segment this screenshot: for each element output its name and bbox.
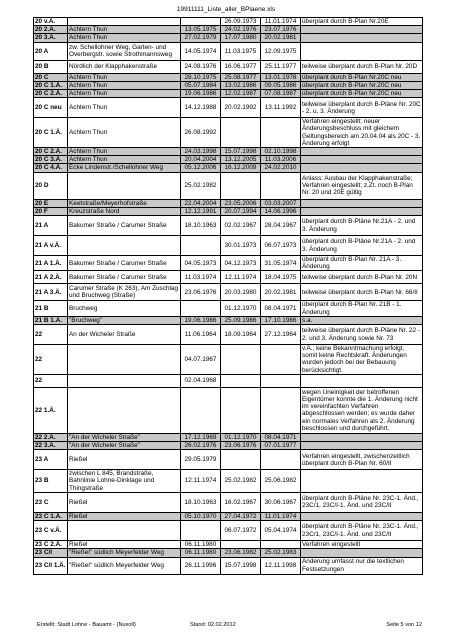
- date-satzung: [221, 345, 261, 375]
- date-rechtskraft: [261, 118, 301, 148]
- date-rechtskraft: [261, 172, 301, 199]
- remark: [301, 34, 423, 42]
- date-satzung: 01.12.1970: [221, 301, 261, 316]
- remark: überplant durch B-Plan Nr. 21A - 3. Änderung: [301, 256, 423, 271]
- plan-number: 20 C 2.Ä.: [34, 148, 68, 156]
- date-satzung: 25.08.1977: [221, 73, 261, 81]
- date-beschluss: 29.05.1979: [181, 450, 221, 470]
- plan-number: 21 A v.Ä.: [34, 236, 68, 256]
- date-rechtskraft: 27.12.1964: [261, 325, 301, 345]
- table-row: [34, 301, 423, 316]
- plan-number: 20 C: [34, 73, 68, 81]
- plan-name: Bakumer Straße / Carumer Straße: [68, 271, 181, 284]
- date-rechtskraft: [261, 541, 301, 549]
- date-rechtskraft: 11.01.1974: [261, 512, 301, 520]
- plan-name: "Bruchweg": [68, 316, 181, 324]
- plan-name: [68, 345, 181, 375]
- table-row: [34, 470, 423, 493]
- table-row: [34, 199, 423, 207]
- plan-name: Ecke Lindenstr./Schellohner Weg: [68, 164, 181, 172]
- plan-number: 23 B: [34, 470, 68, 493]
- date-rechtskraft: 12.11.1998: [261, 557, 301, 574]
- date-rechtskraft: [261, 345, 301, 375]
- table-row: [34, 442, 423, 450]
- table-row: [34, 521, 423, 541]
- table-row: [34, 541, 423, 549]
- table-row: [34, 492, 423, 512]
- date-beschluss: 18.10.1963: [181, 216, 221, 236]
- plan-number: 20 C 4.Ä.: [34, 164, 68, 172]
- date-beschluss: 14.12.1988: [181, 98, 221, 118]
- plan-name: Achtern Thun: [68, 156, 181, 164]
- plan-name: Achtern Thun: [68, 90, 181, 98]
- remark: teilweise überplant durch B-Pläne Nr. 20C - 2. u. 3. Änderung: [301, 98, 423, 118]
- plan-number: 23 C/I: [34, 549, 68, 557]
- remark: teilweise überplant durch B-Pläne Nr. 22 - 2. und 3. Änderung sowie Nr. 73: [301, 325, 423, 345]
- table-row: [34, 42, 423, 60]
- date-satzung: 25.09.1986: [221, 316, 261, 324]
- table-row: [34, 73, 423, 81]
- date-beschluss: 06.11.1980: [181, 549, 221, 557]
- date-satzung: 26.09.1973: [221, 18, 261, 26]
- date-beschluss: [181, 301, 221, 316]
- plan-number: 20 C neu: [34, 98, 68, 118]
- date-beschluss: 04.07.1967: [181, 345, 221, 375]
- table-row: [34, 316, 423, 324]
- date-rechtskraft: 03.03.2007: [261, 199, 301, 207]
- date-satzung: [221, 374, 261, 387]
- date-beschluss: 05.10.1970: [181, 512, 221, 520]
- remark: [301, 374, 423, 387]
- remark: überplant durch B-Pläne Nr.21A - 2. und 3. Änderung: [301, 236, 423, 256]
- plan-number: 20 E: [34, 199, 68, 207]
- date-beschluss: 06.11.1980: [181, 541, 221, 549]
- plan-name: Achtern Thun: [68, 148, 181, 156]
- date-beschluss: 22.04.2004: [181, 199, 221, 207]
- date-beschluss: 17.12.1969: [181, 433, 221, 441]
- date-satzung: 30.01.1973: [221, 236, 261, 256]
- remark: [301, 442, 423, 450]
- date-rechtskraft: 20.02.1981: [261, 284, 301, 301]
- plan-number: 23 A: [34, 450, 68, 470]
- plan-name: [68, 18, 181, 26]
- plan-name: [68, 236, 181, 256]
- plan-number: 23 C 2.Ä.: [34, 541, 68, 549]
- plan-name: Keetstraße/Meyerhofstraße: [68, 199, 181, 207]
- date-rechtskraft: 08.04.1971: [261, 301, 301, 316]
- date-satzung: 12.02.1987: [221, 90, 261, 98]
- date-rechtskraft: 14.06.1996: [261, 207, 301, 215]
- date-beschluss: 23.06.1976: [181, 284, 221, 301]
- plan-number: 21 B: [34, 301, 68, 316]
- remark: Änderung umfasst nur die textlichen Festsetzungen: [301, 557, 423, 574]
- table-row: [34, 284, 423, 301]
- date-beschluss: 24.03.1998: [181, 148, 221, 156]
- plan-number: 23 C v.Ä.: [34, 521, 68, 541]
- remark: überplant durch B-Plan Nr. 21B - 1. Änderung: [301, 301, 423, 316]
- date-beschluss: 27.02.1979: [181, 34, 221, 42]
- remark: teilweise überplant durch B-Plan Nr. 20D: [301, 60, 423, 73]
- remark: überplant durch B-Pläne Nr. 23C-1. Änd., 23C/1, 23C/I-1. Änd. und 23C/II: [301, 521, 423, 541]
- plan-name: [68, 172, 181, 199]
- date-rechtskraft: 11.01.1974: [261, 18, 301, 26]
- table-row: [34, 450, 423, 470]
- plan-number: 22 1.Ä.: [34, 387, 68, 433]
- table-row: [34, 148, 423, 156]
- plan-number: 22 2.Ä.: [34, 433, 68, 441]
- table-row: [34, 90, 423, 98]
- plan-name: "An der Wicheler Straße": [68, 433, 181, 441]
- plan-number: 23 C/I 1.Ä.: [34, 557, 68, 574]
- plan-name: Rießel: [68, 450, 181, 470]
- plan-name: Bruchweg: [68, 301, 181, 316]
- remark: überplant durch B-Plan Nr.20C neu: [301, 73, 423, 81]
- remark: überplant durch B-Pläne Nr. 23C-1. Änd., 23C/1, 23C/I-1. Änd. und 23C/II: [301, 492, 423, 512]
- date-satzung: 24.02.1976: [221, 26, 261, 34]
- date-satzung: 20.07.1994: [221, 207, 261, 215]
- date-satzung: 20.03.1980: [221, 284, 261, 301]
- remark: [301, 26, 423, 34]
- date-satzung: [221, 450, 261, 470]
- remark: überplant durch B-Plan Nr.20E: [301, 18, 423, 26]
- date-beschluss: [181, 521, 221, 541]
- date-rechtskraft: 25.02.1983: [261, 549, 301, 557]
- plan-name: zw. Schellohner Weg, Garten- und Overbergstr. sowie Strothmannsweg: [68, 42, 181, 60]
- date-satzung: 01.12.1970: [221, 433, 261, 441]
- plan-number: 22: [34, 345, 68, 375]
- date-beschluss: 19.06.1986: [181, 90, 221, 98]
- plan-number: 21 A 3.Ä.: [34, 284, 68, 301]
- date-satzung: 04.12.1973: [221, 256, 261, 271]
- date-satzung: [221, 541, 261, 549]
- remark: überplant durch B-Plan Nr.20C neu: [301, 81, 423, 89]
- date-rechtskraft: 11.03.2006: [261, 156, 301, 164]
- remark: [301, 512, 423, 520]
- date-beschluss: [181, 18, 221, 26]
- plan-number: 20 2.Ä.: [34, 26, 68, 34]
- plan-number: 23 C 1.Ä.: [34, 512, 68, 520]
- date-beschluss: 02.04.1968: [181, 374, 221, 387]
- plan-name: Rießel: [68, 492, 181, 512]
- plan-name: [68, 374, 181, 387]
- plan-name: "Rießel" südlich Meyerfelder Weg: [68, 557, 181, 574]
- date-satzung: 16.02.1967: [221, 492, 261, 512]
- remark: Verfahren eingestellt; neuer Änderungsbeschluss mit gleichem Geltungsbereich am 20.04.04 als 20C - 3. Änderung erfolgt: [301, 118, 423, 148]
- table-row: [34, 26, 423, 34]
- plan-name: "An der Wicheler Straße": [68, 442, 181, 450]
- plan-number: 21 A 1.Ä.: [34, 256, 68, 271]
- plan-number: 20 C 3.Ä.: [34, 156, 68, 164]
- date-satzung: 13.12.2005: [221, 156, 261, 164]
- date-satzung: 02.02.1967: [221, 216, 261, 236]
- date-satzung: [221, 172, 261, 199]
- table-row: [34, 557, 423, 574]
- date-satzung: 23.06.1982: [221, 549, 261, 557]
- date-beschluss: 19.06.1986: [181, 316, 221, 324]
- table-row: [34, 118, 423, 148]
- remark: v.Ä.; keine Bekanntmachung erfolgt, somit keine Rechtskraft. Änderungen wurden jedoch bei der Bebauung berücksichtigt.: [301, 345, 423, 375]
- remark: wegen Uneinigkeit der betroffenen Eigentümer konnte die 1. Änderung nicht im vereinfachten Verfahren abgeschlossen werden; es wurde daher ein normales Verfahren als 2. Änderung beschlossen und durchgeführt.: [301, 387, 423, 433]
- date-rechtskraft: 02.10.1998: [261, 148, 301, 156]
- plan-number: 20 C 1.Ä.: [34, 81, 68, 89]
- date-rechtskraft: 12.09.1975: [261, 42, 301, 60]
- date-rechtskraft: 17.10.1986: [261, 316, 301, 324]
- date-beschluss: 14.05.1974: [181, 42, 221, 60]
- date-rechtskraft: 06.07.1973: [261, 236, 301, 256]
- date-satzung: 17.07.1980: [221, 34, 261, 42]
- table-row: [34, 98, 423, 118]
- date-rechtskraft: 05.04.1974: [261, 521, 301, 541]
- remark: Anlass: Ausbau der Klapphakenstraße; Verfahren eingestellt; z.Zt. noch B-Plan Nr. 20 und 20E gültig: [301, 172, 423, 199]
- plan-name: An der Wicheler Straße: [68, 325, 181, 345]
- date-beschluss: 25.02.1982: [181, 172, 221, 199]
- date-rechtskraft: 23.07.1976: [261, 26, 301, 34]
- plan-number: 23 C: [34, 492, 68, 512]
- plan-name: [68, 387, 181, 433]
- date-rechtskraft: 13.01.1978: [261, 73, 301, 81]
- date-beschluss: 24.08.1976: [181, 60, 221, 73]
- remark: [301, 470, 423, 493]
- plan-name: Bakumer Straße / Carumer Straße: [68, 256, 181, 271]
- plan-number: 22: [34, 325, 68, 345]
- date-beschluss: 05.07.1984: [181, 81, 221, 89]
- date-rechtskraft: 25.11.1977: [261, 60, 301, 73]
- remark: überplant durch B-Plan Nr.20C neu: [301, 90, 423, 98]
- table-row: [34, 387, 423, 433]
- plan-name: Kreuzstraße Nord: [68, 207, 181, 215]
- table-row: [34, 207, 423, 215]
- date-satzung: 20.02.1992: [221, 98, 261, 118]
- date-rechtskraft: 07.01.1977: [261, 442, 301, 450]
- date-rechtskraft: 13.11.1992: [261, 98, 301, 118]
- date-satzung: 15.07.1998: [221, 557, 261, 574]
- plan-name: Achtern Thun: [68, 34, 181, 42]
- date-rechtskraft: [261, 387, 301, 433]
- table-row: [34, 60, 423, 73]
- remark: [301, 207, 423, 215]
- table-row: [34, 34, 423, 42]
- date-rechtskraft: 24.02.2010: [261, 164, 301, 172]
- plan-number: 20 3.Ä.: [34, 34, 68, 42]
- date-satzung: 23.06.1976: [221, 442, 261, 450]
- bebauungsplan-table: [33, 17, 423, 575]
- date-satzung: 12.11.1974: [221, 271, 261, 284]
- plan-number: 22: [34, 374, 68, 387]
- date-rechtskraft: 20.02.1981: [261, 34, 301, 42]
- table-row: [34, 345, 423, 375]
- table-row: [34, 374, 423, 387]
- plan-name: [68, 521, 181, 541]
- remark: Verfahren eingestellt: [301, 541, 423, 549]
- remark: teilweise überplant durch B-Plan Nr. 66/II: [301, 284, 423, 301]
- date-beschluss: 05.12.2006: [181, 164, 221, 172]
- plan-name: Achtern Thun: [68, 26, 181, 34]
- date-beschluss: 11.03.1974: [181, 271, 221, 284]
- footer-date: Stand: 02.02.2012: [190, 622, 236, 628]
- remark: [301, 148, 423, 156]
- date-rechtskraft: 18.04.1975: [261, 271, 301, 284]
- date-satzung: 18.09.1964: [221, 325, 261, 345]
- date-rechtskraft: 30.06.1967: [261, 492, 301, 512]
- date-satzung: [221, 118, 261, 148]
- plan-name: Bakumer Straße / Carumer Straße: [68, 216, 181, 236]
- plan-name: Achtern Thun: [68, 98, 181, 118]
- date-rechtskraft: 08.04.1971: [261, 433, 301, 441]
- table-row: [34, 549, 423, 557]
- date-rechtskraft: [261, 450, 301, 470]
- plan-number: 22 3.Ä.: [34, 442, 68, 450]
- table-row: [34, 236, 423, 256]
- remark: [301, 433, 423, 441]
- date-beschluss: 04.05.1973: [181, 256, 221, 271]
- plan-number: 20 D: [34, 172, 68, 199]
- date-beschluss: 26.08.1992: [181, 118, 221, 148]
- footer-page: Seite 5 von 12: [386, 622, 422, 628]
- sheet-filename: 19911111_Liste_aller_BPlaene.xls: [176, 6, 276, 13]
- date-beschluss: 28.10.1975: [181, 73, 221, 81]
- plan-name: Rießel: [68, 512, 181, 520]
- date-beschluss: 13.05.1975: [181, 26, 221, 34]
- plan-name: Carumer Straße (K 263), Am Zuschlag und Bruchweg (Straße): [68, 284, 181, 301]
- remark: überplant durch B-Pläne Nr.21A - 2. und 3. Änderung: [301, 216, 423, 236]
- remark: Verfahren eingestellt, zwischenzeitlich überplant durch B-Plan Nr. 60/II: [301, 450, 423, 470]
- table-row: [34, 164, 423, 172]
- plan-name: Achtern Thun: [68, 81, 181, 89]
- table-row: [34, 216, 423, 236]
- date-satzung: 13.02.1986: [221, 81, 261, 89]
- date-rechtskraft: 28.04.1967: [261, 216, 301, 236]
- date-satzung: 27.04.1972: [221, 512, 261, 520]
- date-satzung: 16.06.1977: [221, 60, 261, 73]
- remark: [301, 42, 423, 60]
- plan-name: Achtern Thun: [68, 118, 181, 148]
- plan-number: 20 B: [34, 60, 68, 73]
- date-beschluss: 20.04.2004: [181, 156, 221, 164]
- date-rechtskraft: [261, 374, 301, 387]
- date-rechtskraft: 25.06.1982: [261, 470, 301, 493]
- date-beschluss: 12.12.1991: [181, 207, 221, 215]
- table-row: [34, 256, 423, 271]
- plan-number: 21 A: [34, 216, 68, 236]
- date-beschluss: [181, 236, 221, 256]
- table-row: [34, 325, 423, 345]
- remark: [301, 549, 423, 557]
- remark: teilweise überplant durch B-Plan Nr. 20N: [301, 271, 423, 284]
- remark: s.a.: [301, 316, 423, 324]
- plan-name: Achtern Thun: [68, 73, 181, 81]
- plan-number: 20 C 2.Ä.: [34, 90, 68, 98]
- date-satzung: 23.05.2006: [221, 199, 261, 207]
- plan-number: 21 B 1.Ä.: [34, 316, 68, 324]
- plan-name: zwischen L 845, Brandstraße, Bahnlinie Lohne-Dinklage und Thingstraße: [68, 470, 181, 493]
- table-row: [34, 172, 423, 199]
- date-beschluss: 11.06.1964: [181, 325, 221, 345]
- remark: [301, 156, 423, 164]
- date-beschluss: 18.10.1963: [181, 492, 221, 512]
- date-beschluss: 26.02.1976: [181, 442, 221, 450]
- plan-name: Nördlich der Klapphakenstraße: [68, 60, 181, 73]
- table-row: [34, 18, 423, 26]
- plan-number: 20 v.Ä.: [34, 18, 68, 26]
- table-row: [34, 156, 423, 164]
- date-beschluss: [181, 387, 221, 433]
- date-rechtskraft: 31.05.1974: [261, 256, 301, 271]
- table-row: [34, 512, 423, 520]
- plan-number: 20 F: [34, 207, 68, 215]
- date-rechtskraft: 07.08.1987: [261, 90, 301, 98]
- table-row: [34, 433, 423, 441]
- date-satzung: 11.03.1975: [221, 42, 261, 60]
- remark: [301, 199, 423, 207]
- date-satzung: 15.07.1998: [221, 148, 261, 156]
- date-beschluss: 12.11.1974: [181, 470, 221, 493]
- date-satzung: [221, 387, 261, 433]
- remark: [301, 164, 423, 172]
- footer-created: Erstellt: Stadt Lohne - Bauamt - (Nuxoll): [37, 622, 136, 628]
- date-rechtskraft: 09.05.1986: [261, 81, 301, 89]
- date-satzung: 16.12.2009: [221, 164, 261, 172]
- plan-number: 20 C 1.Ä.: [34, 118, 68, 148]
- plan-number: 20 A: [34, 42, 68, 60]
- plan-name: Rießel: [68, 541, 181, 549]
- table-row: [34, 81, 423, 89]
- date-beschluss: 26.11.1996: [181, 557, 221, 574]
- date-satzung: 25.02.1982: [221, 470, 261, 493]
- date-satzung: 06.07.1972: [221, 521, 261, 541]
- table-row: [34, 271, 423, 284]
- plan-number: 21 A 2.Ä.: [34, 271, 68, 284]
- plan-name: "Rießel" südlich Meyerfelder Weg: [68, 549, 181, 557]
